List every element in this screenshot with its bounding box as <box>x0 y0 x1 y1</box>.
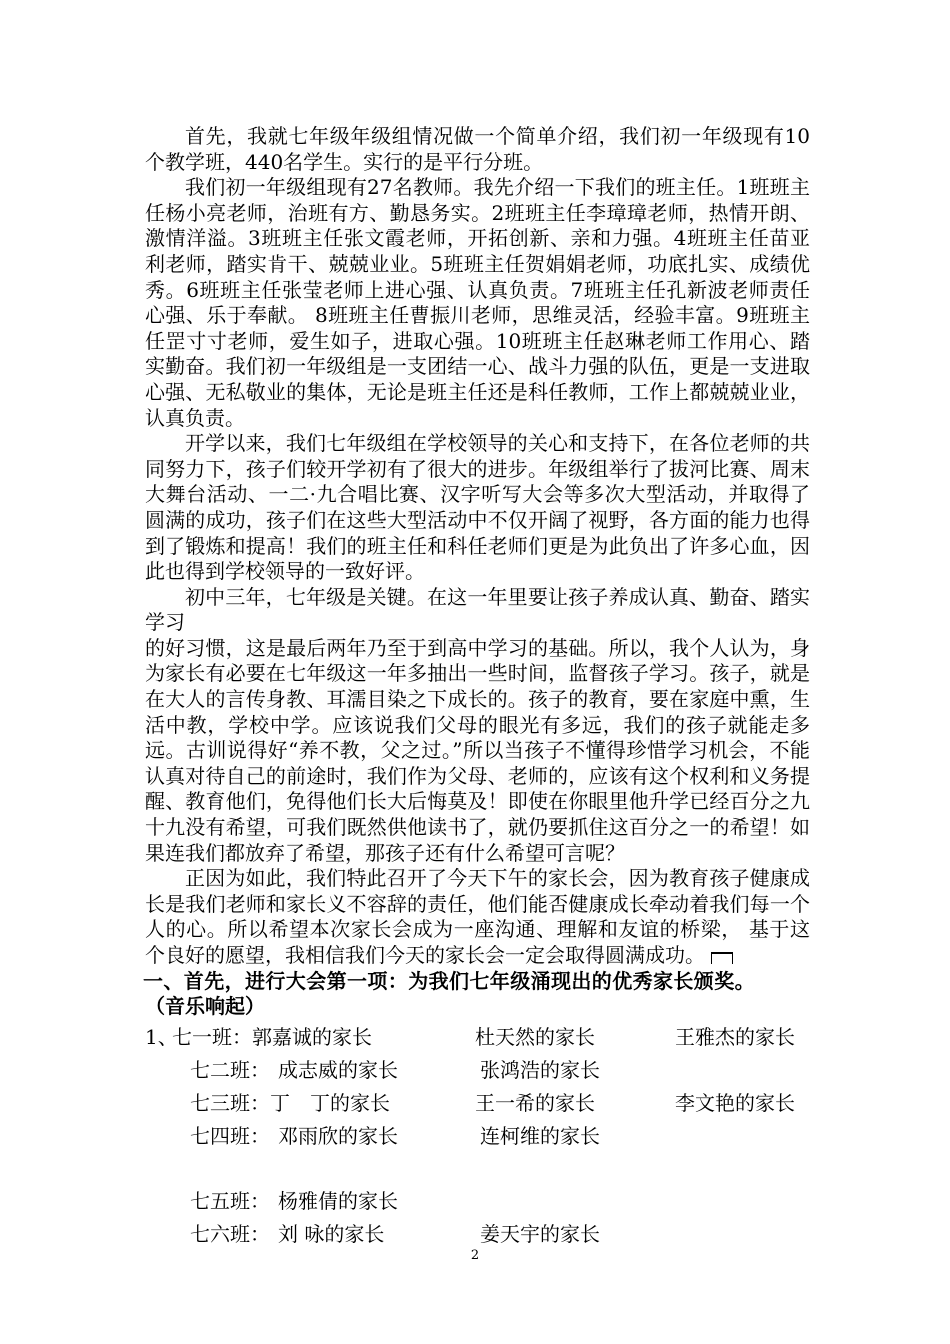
award-class: 七六班： <box>190 1221 270 1246</box>
award-row <box>145 1120 810 1153</box>
award-row <box>145 1054 810 1087</box>
paragraph-parents-role: 的好习惯，这是最后两年乃至于到高中学习的基础。所以，我个人认为，身为家长有必要在七年级这一年多抽出一些时间，监督孩子学习。孩子，就是在大人的言传身教、耳濡目染之下成长的。孩子的教育，要在家庭中熏，生活中教，学校中学。应该说我们父母的眼光有多远，我们的孩子就能走多远。古训说得好“养不教，父之过。”所以当孩子不懂得珍惜学习机会，不能认真对待自己的前途时，我们作为父母、老师的，应该有这个权利和义务提醒、教育他们，免得他们长大后悔莫及！即使在你眼里他升学已经百分之九十九没有希望，可我们既然供他读书了，就仍要抓住这百分之一的希望！如果连我们都放弃了希望，那孩子还有什么希望可言呢？ <box>145 635 810 865</box>
section-heading: 一、首先，进行大会第一项：为我们七年级涌现出的优秀家长颁奖。 <box>143 968 755 993</box>
award-name: 姜天宇的家长 <box>480 1221 600 1246</box>
award-row <box>145 1087 810 1120</box>
paragraph-grade-seven-key: 初中三年，七年级是关键。在这一年里要让孩子养成认真、勤奋、踏实学习 <box>145 584 810 635</box>
award-name: 丁 丁的家长 <box>270 1090 390 1115</box>
paragraph-teachers: 我们初一年级组现有27名教师。我先介绍一下我们的班主任。1班班主任杨小亮老师，治班有方、勤恳务实。2班班主任李璋璋老师，热情开朗、激情洋溢。3班班主任张文霞老师，开拓创新、亲和力强。4班班主任苗亚利老师，踏实肯干、兢兢业业。5班班主任贺娟娟老师，功底扎实、成绩优秀。6班班主任张莹老师上进心强、认真负责。7班班主任孔新波老师责任心强、乐于奉献。 8班班主任曹振川老师，思维灵活，经验丰富。9班班主任罡寸寸老师，爱生如子，进取心强。10班班主任赵琳老师工作用心、踏实勤奋。我们初一年级组是一支团结一心、战斗力强的队伍，更是一支进取心强、无私敬业的集体，无论是班主任还是科任教师，工作上都兢兢业业，认真负责。 <box>145 175 810 430</box>
award-name: 王雅杰的家长 <box>675 1024 795 1049</box>
award-row <box>145 1185 810 1218</box>
award-name: 王一希的家长 <box>475 1090 595 1115</box>
paragraph-activities: 开学以来，我们七年级组在学校领导的关心和支持下，在各位老师的共同努力下，孩子们较开学初有了很大的进步。年级组举行了拔河比赛、周末大舞台活动、一二·九合唱比赛、汉字听写大会等多次大型活动，并取得了圆满的成功，孩子们在这些大型活动中不仅开阔了视野，各方面的能力也得到了锻炼和提高！我们的班主任和科任老师们更是为此负出了许多心血，因此也得到学校领导的一致好评。 <box>145 431 810 584</box>
award-name: 杜天然的家长 <box>475 1024 595 1049</box>
award-class: 七一班： <box>172 1024 252 1049</box>
award-number: 1、 <box>145 1024 178 1049</box>
award-name: 邓雨欣的家长 <box>278 1123 398 1148</box>
award-name: 郭嘉诚的家长 <box>252 1024 372 1049</box>
award-name: 杨雅倩的家长 <box>278 1188 398 1213</box>
award-name: 成志威的家长 <box>278 1057 398 1082</box>
award-name: 连柯维的家长 <box>480 1123 600 1148</box>
page-number: 2 <box>470 1248 480 1263</box>
paragraph-meeting-purpose <box>145 866 810 968</box>
award-class: 七五班： <box>190 1188 270 1213</box>
paragraph-meeting-purpose-text: 正因为如此，我们特此召开了今天下午的家长会，因为教育孩子健康成长是我们老师和家长义不容辞的责任，他们能否健康成长牵动着我们每一个人的心。所以希望本次家长会成为一座沟通、理解和友谊的桥梁， 基于这个良好的愿望，我相信我们今天的家长会一定会取得圆满成功。 <box>145 866 810 967</box>
paragraph-intro: 首先，我就七年级年级组情况做一个简单介绍，我们初一年级现有10个教学班，440名学生。实行的是平行分班。 <box>145 124 810 174</box>
award-class: 七三班： <box>190 1090 270 1115</box>
award-class: 七四班： <box>190 1123 270 1148</box>
blank-line <box>145 1153 810 1185</box>
awards-list <box>145 1021 810 1251</box>
edit-mark-icon <box>711 952 733 964</box>
award-row <box>145 1218 810 1251</box>
award-name: 李文艳的家长 <box>675 1090 795 1115</box>
section-subheading: （音乐响起） <box>145 994 265 1019</box>
award-class: 七二班： <box>190 1057 270 1082</box>
document-body <box>145 124 810 1251</box>
award-name: 张鸿浩的家长 <box>480 1057 600 1082</box>
award-row <box>145 1021 810 1054</box>
award-name: 刘 咏的家长 <box>278 1221 385 1246</box>
